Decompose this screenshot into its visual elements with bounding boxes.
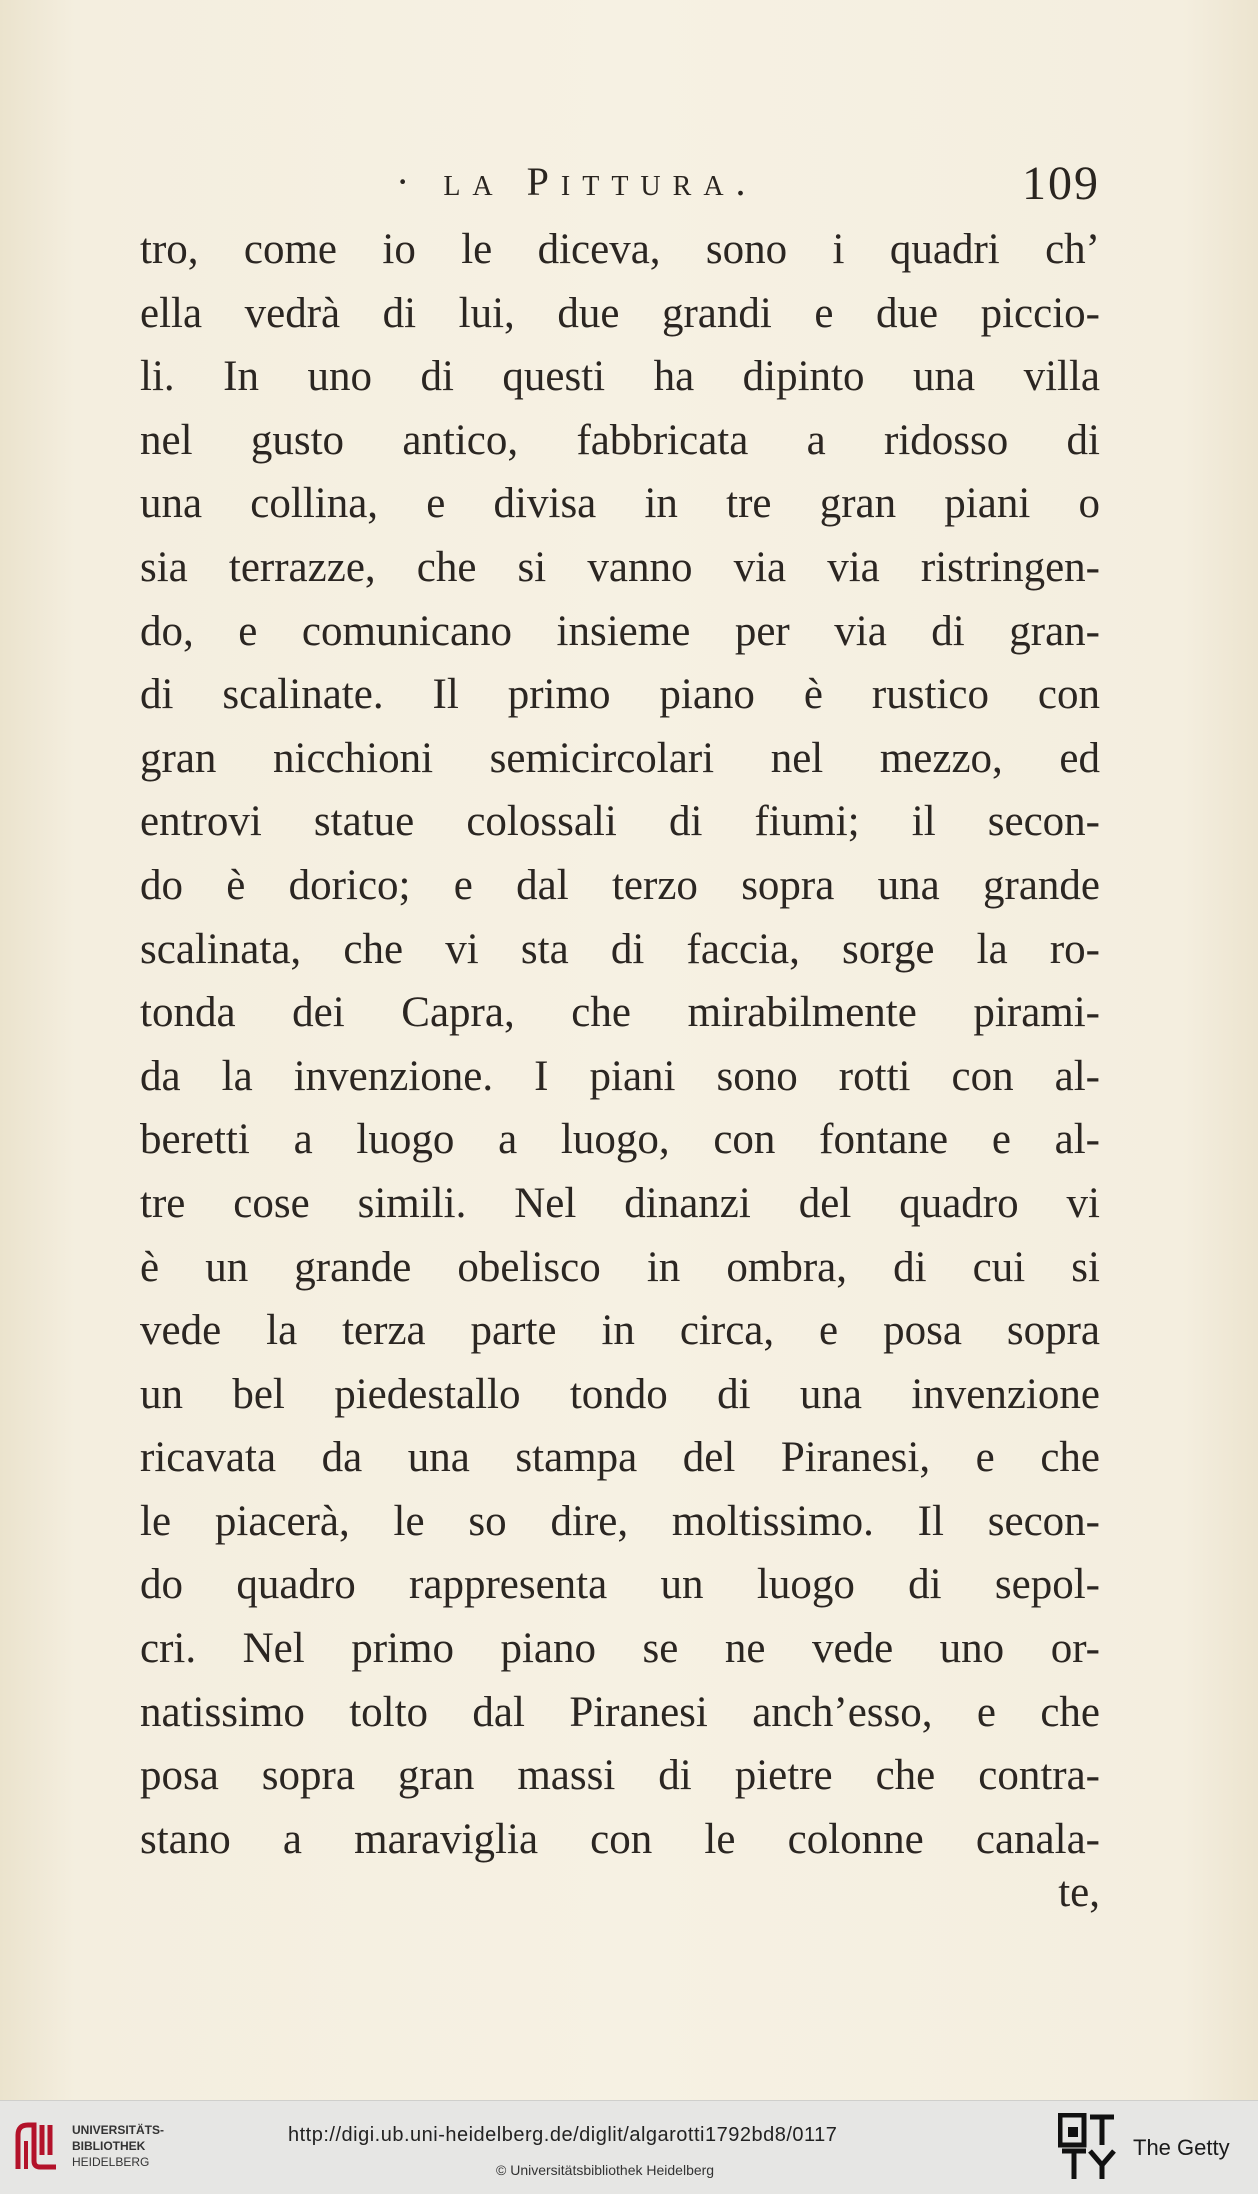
text-line: posa sopra gran massi di pietre che contra- <box>140 1752 1100 1800</box>
text-line: cri. Nel primo piano se ne vede uno or- <box>140 1625 1100 1673</box>
running-head <box>140 152 1100 222</box>
text-line: sia terrazze, che si vanno via via ristringen- <box>140 543 1100 591</box>
text-line: una collina, e divisa in tre gran piani o <box>140 480 1100 528</box>
getty-name[interactable]: The Getty <box>1133 2135 1230 2160</box>
text-line: do è dorico; e dal terzo sopra una grande <box>140 861 1100 909</box>
text-line: tonda dei Capra, che mirabilmente pirami- <box>140 989 1100 1037</box>
text-line: stano a maraviglia con le colonne canala- <box>140 1815 1100 1863</box>
text-line: un bel piedestallo tondo di una invenzione <box>140 1370 1100 1418</box>
permalink-url[interactable]: http://digi.ub.uni-heidelberg.de/diglit/algarotti1792bd8/0117 <box>288 2124 838 2146</box>
text-line: entrovi statue colossali di fiumi; il secon- <box>140 798 1100 846</box>
text-line: scalinata, che vi sta di faccia, sorge la ro- <box>140 925 1100 973</box>
library-name-line-1: UNIVERSITÄTS- <box>72 2123 165 2137</box>
text-line: tre cose simili. Nel dinanzi del quadro vi <box>140 1179 1100 1227</box>
text-line: nel gusto antico, fabbricata a ridosso di <box>140 416 1100 464</box>
copyright-notice: © Universitätsbibliothek Heidelberg <box>496 2162 715 2178</box>
body-text <box>140 218 1100 1871</box>
text-line: li. In uno di questi ha dipinto una villa <box>140 353 1100 401</box>
text-line: le piacerà, le so dire, moltissimo. Il secon- <box>140 1497 1100 1545</box>
text-line: gran nicchioni semicircolari nel mezzo, ed <box>140 734 1100 782</box>
text-line: da la invenzione. I piani sono rotti con al- <box>140 1052 1100 1100</box>
text-line: ella vedrà di lui, due grandi e due picciо- <box>140 289 1100 337</box>
ub-heidelberg-logo-icon[interactable] <box>14 2121 60 2173</box>
text-line: beretti a luogo a luogo, con fontane e al- <box>140 1116 1100 1164</box>
text-line: ricavata da una stampa del Piranesi, e che <box>140 1434 1100 1482</box>
text-line: do quadro rappresenta un luogo di sepol- <box>140 1561 1100 1609</box>
library-name[interactable] <box>72 2122 164 2170</box>
header-title: · la Pittura. <box>396 159 758 204</box>
footer-bar <box>0 2100 1258 2194</box>
text-line: è un grande obelisco in ombra, di cui si <box>140 1243 1100 1291</box>
catchword: te, <box>1058 1869 1100 1916</box>
library-name-line-2: BIBLIOTHEK <box>72 2139 146 2153</box>
text-line: natissimo tolto dal Piranesi anch’esso, e che <box>140 1688 1100 1736</box>
text-line: vede la terza parte in circa, e posa sopra <box>140 1307 1100 1355</box>
page-number: 109 <box>1022 157 1100 210</box>
getty-logo-icon[interactable] <box>1058 2113 1116 2181</box>
text-line: di scalinate. Il primo piano è rustico con <box>140 671 1100 719</box>
text-line: tro, come io le diceva, sono i quadri ch’ <box>140 226 1100 273</box>
library-name-line-3: HEIDELBERG <box>72 2155 150 2169</box>
text-line: do, e comunicano insieme per via di gran- <box>140 607 1100 655</box>
